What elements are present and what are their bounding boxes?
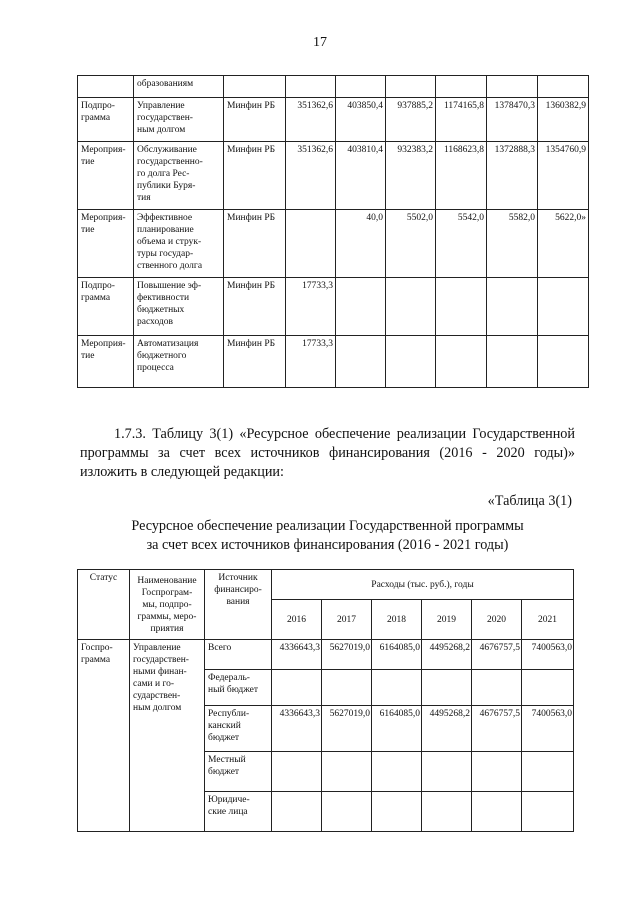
- header-year-2017: 2017: [322, 600, 372, 640]
- value-cell-2018: 932383,2: [386, 142, 436, 210]
- value-cell-2020: [472, 792, 522, 832]
- value-cell-2021: 5622,0»: [538, 210, 589, 278]
- value-cell-2021: [538, 278, 589, 336]
- value-cell-2016: 17733,3: [286, 336, 336, 388]
- value-cell-2019: [436, 278, 487, 336]
- value-cell-2019: [422, 752, 472, 792]
- value-cell-2018: 937885,2: [386, 98, 436, 142]
- value-cell-2021: [538, 336, 589, 388]
- status-cell: Мероприя- тие: [78, 142, 134, 210]
- value-cell-2016: 351362,6: [286, 142, 336, 210]
- source-cell: Минфин РБ: [224, 98, 286, 142]
- name-cell: Управление государствен- ными финан- сами и го- сударствен- ным долгом: [130, 640, 205, 832]
- value-cell-2020: [487, 76, 538, 98]
- value-cell-2018: [372, 792, 422, 832]
- source-cell: Всего: [205, 640, 272, 670]
- value-cell-2020: 5582,0: [487, 210, 538, 278]
- header-expenses: Расходы (тыс. руб.), годы: [272, 570, 574, 600]
- header-year-2018: 2018: [372, 600, 422, 640]
- table-row: [78, 278, 589, 336]
- name-cell: Повышение эф- фективности бюджетных расходов: [134, 278, 224, 336]
- instruction-paragraph: [80, 425, 575, 482]
- value-cell-2016: [286, 76, 336, 98]
- header-status: Статус: [78, 570, 130, 640]
- value-cell-2020: 1378470,3: [487, 98, 538, 142]
- value-cell-2018: 6164085,0: [372, 640, 422, 670]
- source-cell: Юридиче- ские лица: [205, 792, 272, 832]
- value-cell-2016: [272, 670, 322, 706]
- value-cell-2021: [522, 792, 574, 832]
- value-cell-2017: 5627019,0: [322, 706, 372, 752]
- source-cell: Местный бюджет: [205, 752, 272, 792]
- resource-table: [77, 569, 574, 832]
- table-title-line1: Ресурсное обеспечение реализации Государственной программы: [131, 518, 524, 534]
- value-cell-2019: 4495268,2: [422, 706, 472, 752]
- header-year-2021: 2021: [522, 600, 574, 640]
- value-cell-2018: 6164085,0: [372, 706, 422, 752]
- value-cell-2019: 5542,0: [436, 210, 487, 278]
- value-cell-2019: [436, 76, 487, 98]
- table-label: «Таблица 3(1): [487, 493, 572, 509]
- value-cell-2017: 403850,4: [336, 98, 386, 142]
- value-cell-2018: 5502,0: [386, 210, 436, 278]
- source-cell: Федераль- ный бюджет: [205, 670, 272, 706]
- header-year-2016: 2016: [272, 600, 322, 640]
- value-cell-2017: [336, 76, 386, 98]
- value-cell-2016: [272, 792, 322, 832]
- status-cell: Мероприя- тие: [78, 336, 134, 388]
- value-cell-2021: 1354760,9: [538, 142, 589, 210]
- header-source-text: Источник финансиро- вания: [214, 573, 262, 607]
- value-cell-2016: [286, 210, 336, 278]
- value-cell-2017: 403810,4: [336, 142, 386, 210]
- table-row: [78, 640, 574, 670]
- value-cell-2017: [336, 336, 386, 388]
- table-row: [78, 76, 589, 98]
- page-number: 17: [313, 35, 327, 50]
- value-cell-2016: 4336643,3: [272, 706, 322, 752]
- name-cell: Обслуживание государственно- го долга Рес- публики Буря- тия: [134, 142, 224, 210]
- value-cell-2019: 4495268,2: [422, 640, 472, 670]
- status-cell: Подпро- грамма: [78, 98, 134, 142]
- value-cell-2018: [386, 278, 436, 336]
- source-cell: Минфин РБ: [224, 336, 286, 388]
- value-cell-2017: 40,0: [336, 210, 386, 278]
- status-cell: Мероприя- тие: [78, 210, 134, 278]
- value-cell-2016: 351362,6: [286, 98, 336, 142]
- header-name-text: Наименование Госпрограм- мы, подпро- граммы, меро- приятия: [137, 575, 197, 634]
- table-title-line2: за счет всех источников финансирования (2016 - 2021 годы): [146, 537, 509, 553]
- header-year-2019: 2019: [422, 600, 472, 640]
- value-cell-2018: [386, 76, 436, 98]
- value-cell-2020: 1372888,3: [487, 142, 538, 210]
- value-cell-2016: 4336643,3: [272, 640, 322, 670]
- value-cell-2017: [322, 792, 372, 832]
- source-cell: Минфин РБ: [224, 278, 286, 336]
- value-cell-2018: [372, 670, 422, 706]
- value-cell-2017: [336, 278, 386, 336]
- name-cell: Эффективное планирование объема и струк- туры государ- ственного долга: [134, 210, 224, 278]
- continued-table: [77, 75, 589, 388]
- value-cell-2021: [538, 76, 589, 98]
- value-cell-2018: [386, 336, 436, 388]
- table-row: [78, 98, 589, 142]
- table-row: [78, 336, 589, 388]
- value-cell-2020: [472, 670, 522, 706]
- value-cell-2019: [422, 670, 472, 706]
- value-cell-2020: [487, 278, 538, 336]
- value-cell-2020: [472, 752, 522, 792]
- value-cell-2016: [272, 752, 322, 792]
- value-cell-2021: 7400563,0: [522, 640, 574, 670]
- value-cell-2020: [487, 336, 538, 388]
- value-cell-2017: [322, 670, 372, 706]
- source-cell: Минфин РБ: [224, 210, 286, 278]
- name-cell: Управление государствен- ным долгом: [134, 98, 224, 142]
- resource-table-body: [78, 640, 574, 832]
- value-cell-2019: 1174165,8: [436, 98, 487, 142]
- value-cell-2019: [436, 336, 487, 388]
- source-cell: Республи- канский бюджет: [205, 706, 272, 752]
- status-cell: [78, 76, 134, 98]
- value-cell-2019: 1168623,8: [436, 142, 487, 210]
- value-cell-2021: 7400563,0: [522, 706, 574, 752]
- value-cell-2020: 4676757,5: [472, 706, 522, 752]
- header-source: [205, 570, 272, 640]
- header-year-2020: 2020: [472, 600, 522, 640]
- status-cell: Госпро- грамма: [78, 640, 130, 832]
- name-cell: образованиям: [134, 76, 224, 98]
- value-cell-2016: 17733,3: [286, 278, 336, 336]
- table-row: [78, 142, 589, 210]
- source-cell: [224, 76, 286, 98]
- value-cell-2021: 1360382,9: [538, 98, 589, 142]
- value-cell-2020: 4676757,5: [472, 640, 522, 670]
- table-row: [78, 210, 589, 278]
- continued-table-body: [78, 76, 589, 388]
- status-cell: Подпро- грамма: [78, 278, 134, 336]
- value-cell-2017: 5627019,0: [322, 640, 372, 670]
- source-cell: Минфин РБ: [224, 142, 286, 210]
- value-cell-2017: [322, 752, 372, 792]
- instruction-text: 1.7.3. Таблицу 3(1) «Ресурсное обеспечение реализации Государственной программы за счет всех источников финансирования (2016 - 2020 годы)» изложить в следующей редакции:: [80, 426, 575, 480]
- name-cell: Автоматизация бюджетного процесса: [134, 336, 224, 388]
- value-cell-2021: [522, 670, 574, 706]
- value-cell-2019: [422, 792, 472, 832]
- value-cell-2021: [522, 752, 574, 792]
- header-name: [130, 570, 205, 640]
- value-cell-2018: [372, 752, 422, 792]
